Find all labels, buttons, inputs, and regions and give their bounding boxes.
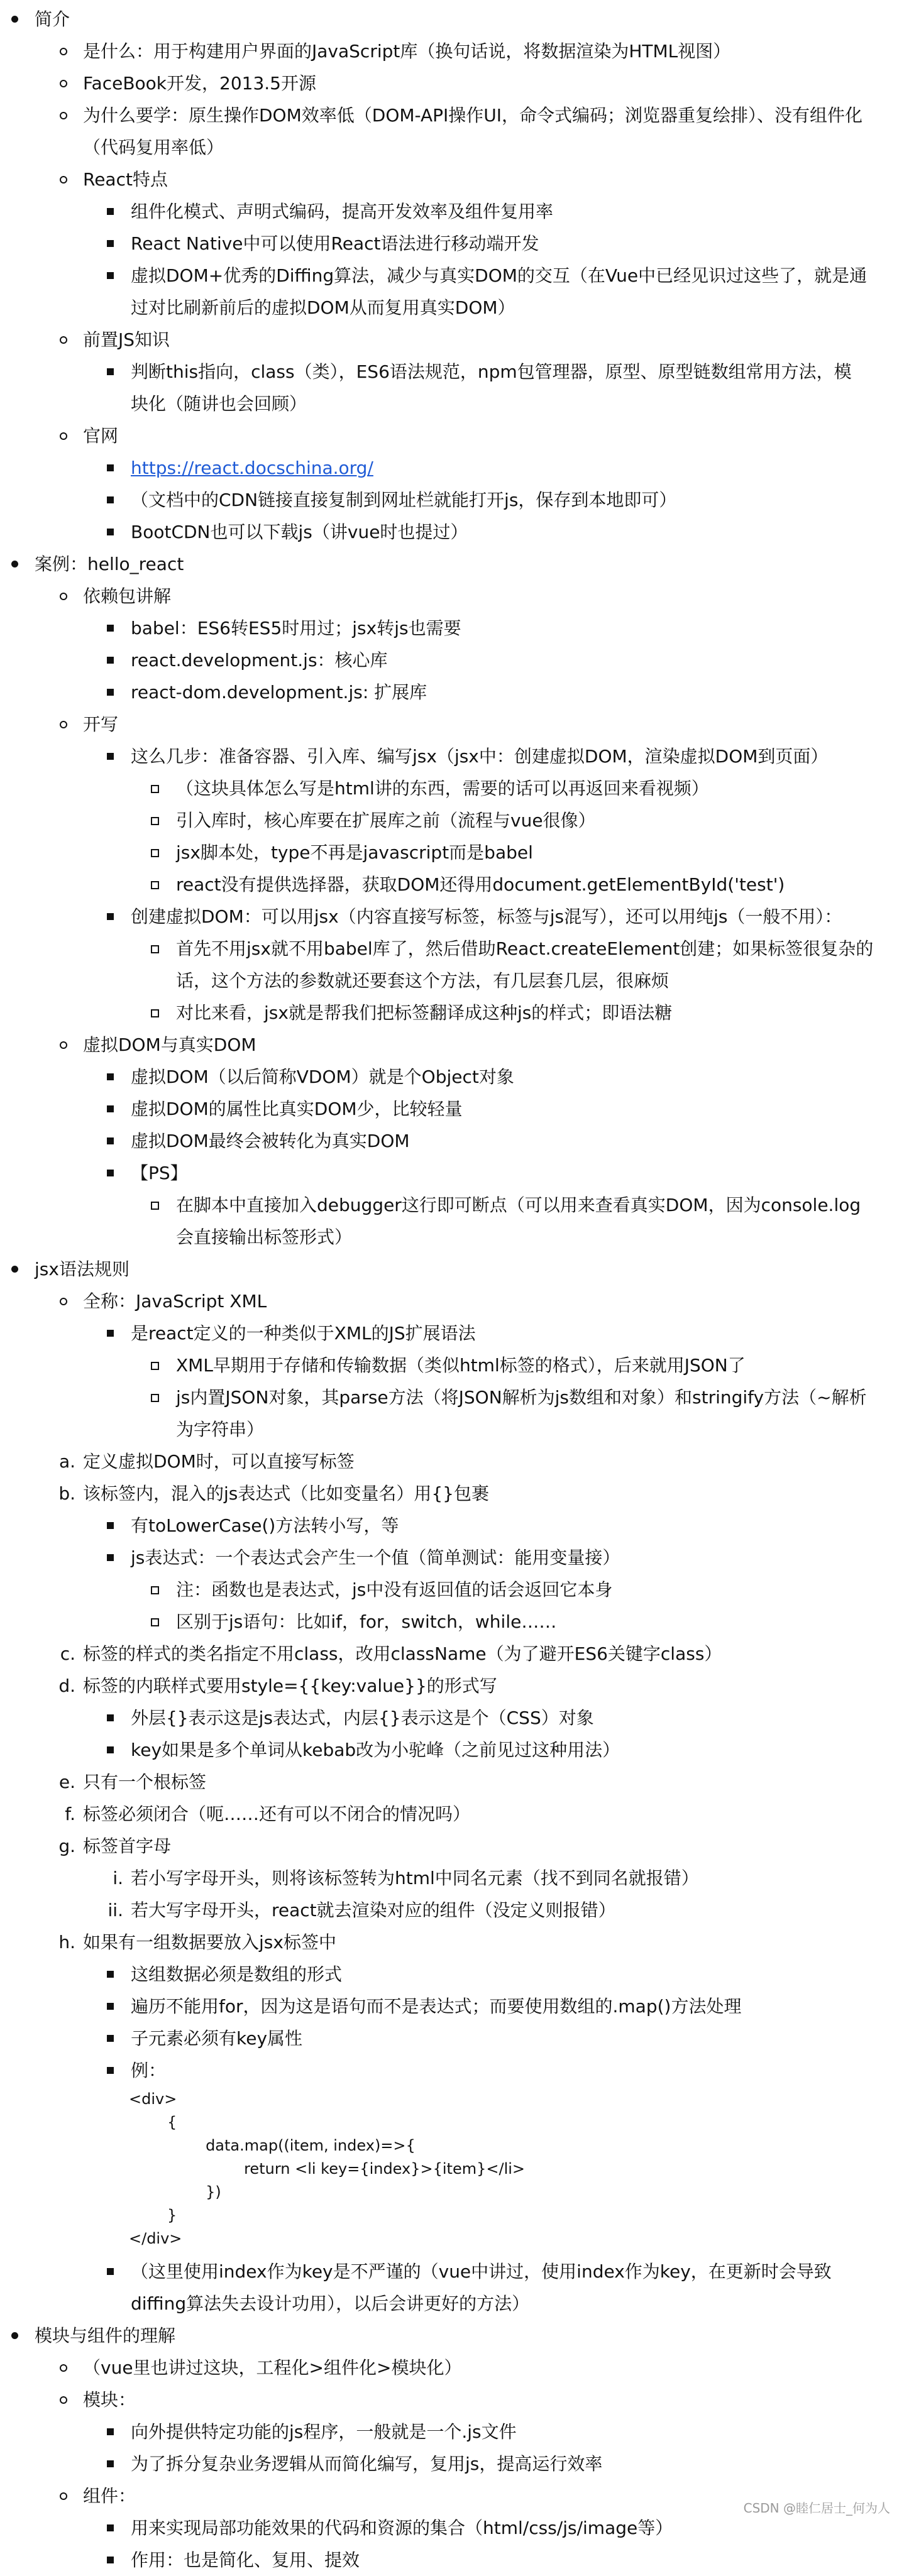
outline-text: react-dom.development.js: 扩展库 xyxy=(131,682,427,703)
outline-text: 作用：也是简化、复用、提效 xyxy=(131,2550,360,2570)
bullet-icon xyxy=(107,1073,114,1080)
outline-item xyxy=(0,1958,909,1990)
outline-text: 虚拟DOM与真实DOM xyxy=(83,1034,256,1055)
outline-item xyxy=(0,1221,909,1253)
outline-text: （这块具体怎么写是html讲的东西，需要的话可以再返回来看视频） xyxy=(176,778,709,799)
outline-item xyxy=(0,1990,909,2022)
bullet-icon xyxy=(60,2364,67,2372)
outline-item xyxy=(0,1766,909,1798)
outline-text: 创建虚拟DOM：可以用jsx（内容直接写标签，标签与js混写），还可以用纯js（一般不用）： xyxy=(131,906,842,927)
bullet-icon xyxy=(60,721,67,728)
outline-text: React Native中可以使用React语法进行移动端开发 xyxy=(131,233,539,254)
outline-text: 用来实现局部功能效果的代码和资源的集合（html/css/js/image等） xyxy=(131,2518,673,2538)
outline-item xyxy=(0,1477,909,1510)
outline-text: 这组数据必须是数组的形式 xyxy=(131,1964,343,1985)
outline-text: 定义虚拟DOM时，可以直接写标签 xyxy=(83,1451,355,1472)
bullet-icon xyxy=(107,657,114,664)
outline-item xyxy=(0,324,909,356)
bullet-icon xyxy=(151,1362,159,1370)
outline-text: 只有一个根标签 xyxy=(83,1772,207,1792)
bullet-icon xyxy=(60,112,67,119)
outline-text: jsx语法规则 xyxy=(35,1259,129,1280)
outline-item xyxy=(0,1574,909,1606)
list-number: b. xyxy=(58,1483,75,1504)
bullet-icon xyxy=(107,2460,114,2467)
bullet-icon xyxy=(151,1618,159,1626)
bullet-icon xyxy=(151,785,159,793)
outline-item xyxy=(0,1061,909,1093)
bullet-icon xyxy=(11,1266,18,1273)
bullet-icon xyxy=(60,2492,67,2500)
bullet-icon xyxy=(60,1041,67,1049)
bullet-icon xyxy=(107,1746,114,1753)
outline-item xyxy=(0,2255,909,2288)
outline-item xyxy=(0,1670,909,1702)
outline-item xyxy=(0,1317,909,1349)
outline-text: 该标签内，混入的js表达式（比如变量名）用{}包裹 xyxy=(83,1483,489,1504)
outline-item xyxy=(0,1349,909,1381)
outline-item xyxy=(0,580,909,612)
bullet-icon xyxy=(60,593,67,600)
code-line: <div> xyxy=(129,2090,177,2108)
list-number: i. xyxy=(113,1868,123,1888)
outline-text: 引入库时，核心库要在扩展库之前（流程与vue很像） xyxy=(176,810,596,831)
outline-text: 为了拆分复杂业务逻辑从而简化编写，复用js，提高运行效率 xyxy=(131,2453,603,2474)
outline-text: 判断this指向，class（类），ES6语法规范，npm包管理器，原型、原型链数组常用方法，模 xyxy=(131,361,852,382)
outline-text: 区别于js语句：比如if，for，switch，while…… xyxy=(176,1611,557,1632)
bullet-icon xyxy=(60,2396,67,2404)
outline-text: 块化（随讲也会回顾） xyxy=(131,393,307,414)
outline-text: （vue里也讲过这块，工程化>组件化>模块化） xyxy=(83,2357,462,2378)
outline-text: 为什么要学：原生操作DOM效率低（DOM-API操作UI，命令式编码；浏览器重复绘排）、没有组件化 xyxy=(83,105,863,126)
list-number: f. xyxy=(65,1804,75,1824)
outline-item xyxy=(0,99,909,131)
outline-item xyxy=(0,612,909,644)
bullet-icon xyxy=(151,945,159,953)
outline-text: 会直接输出标签形式） xyxy=(176,1227,353,1247)
outline-text: 这么几步：准备容器、引入库、编写jsx（jsx中：创建虚拟DOM，渲染虚拟DOM到页面） xyxy=(131,746,829,767)
outline-text: 虚拟DOM（以后简称VDOM）就是个Object对象 xyxy=(131,1066,514,1087)
outline-item xyxy=(0,1157,909,1189)
outline-text: 标签必须闭合（呃……还有可以不闭合的情况吗） xyxy=(83,1804,471,1824)
outline-text: 首先不用jsx就不用babel库了，然后借助React.createElement创建；如果标签很复杂的 xyxy=(176,938,874,959)
outline-text: 若大写字母开头，react就去渲染对应的组件（没定义则报错） xyxy=(131,1900,616,1921)
watermark: CSDN @睦仁居士_何为人 xyxy=(743,2501,890,2516)
bullet-icon xyxy=(107,1522,114,1529)
bullet-icon xyxy=(151,881,159,889)
outline-text: 是react定义的一种类似于XML的JS扩展语法 xyxy=(131,1323,476,1344)
outline-item xyxy=(0,708,909,740)
outline-item xyxy=(0,1445,909,1477)
outline-text: diffing算法失去设计功用），以后会讲更好的方法） xyxy=(131,2293,530,2314)
outline-text: 模块与组件的理解 xyxy=(35,2325,176,2346)
code-line: { xyxy=(129,2113,177,2131)
bullet-icon xyxy=(107,464,114,471)
outline-text: 开写 xyxy=(83,714,119,735)
outline-item xyxy=(0,35,909,67)
bullet-icon xyxy=(107,2035,114,2042)
outline-text: 向外提供特定功能的js程序，一般就是一个.js文件 xyxy=(131,2421,517,2442)
outline-item xyxy=(0,1638,909,1670)
bullet-icon xyxy=(107,208,114,215)
outline-item xyxy=(0,1926,909,1958)
outline-item xyxy=(0,1734,909,1766)
outline-text: （文档中的CDN链接直接复制到网址栏就能打开js，保存到本地即可） xyxy=(131,490,677,510)
outline-text: babel：ES6转ES5时用过；jsx转js也需要 xyxy=(131,618,461,639)
bullet-icon xyxy=(107,1554,114,1561)
outline-text: 外层{}表示这是js表达式，内层{}表示这是个（CSS）对象 xyxy=(131,1707,594,1728)
outline-item xyxy=(0,1798,909,1830)
outline-item xyxy=(0,901,909,933)
outline-text: 组件化模式、声明式编码，提高开发效率及组件复用率 xyxy=(131,201,554,222)
bullet-icon xyxy=(107,1330,114,1337)
outline-item xyxy=(0,997,909,1029)
outline-item xyxy=(0,548,909,580)
website-link[interactable]: https://react.docschina.org/ xyxy=(131,458,373,478)
outline-text: XML早期用于存储和传输数据（类似html标签的格式），后来就用JSON了 xyxy=(176,1355,746,1376)
outline-text: 虚拟DOM+优秀的Diffing算法，减少与真实DOM的交互（在Vue中已经见识过这些了，就是通 xyxy=(131,265,868,286)
outline-item xyxy=(0,1125,909,1157)
outline-text: 如果有一组数据要放入jsx标签中 xyxy=(83,1932,336,1953)
outline-item xyxy=(0,2448,909,2480)
outline-item xyxy=(0,2054,909,2086)
bullet-icon xyxy=(107,2268,114,2275)
outline-text: 案例：hello_react xyxy=(35,554,184,574)
outline-item xyxy=(0,452,909,484)
bullet-icon xyxy=(60,176,67,184)
bullet-icon xyxy=(107,1105,114,1112)
list-number: g. xyxy=(58,1836,75,1856)
bullet-icon xyxy=(60,336,67,344)
outline-item xyxy=(0,804,909,836)
bullet-icon xyxy=(107,2428,114,2435)
outline-text: js内置JSON对象，其parse方法（将JSON解析为js数组和对象）和stringify方法（~解析 xyxy=(176,1387,867,1408)
bullet-icon xyxy=(151,1202,159,1210)
bullet-icon xyxy=(107,689,114,696)
outline-text: 全称：JavaScript XML xyxy=(83,1291,267,1312)
bullet-icon xyxy=(60,80,67,87)
outline-item xyxy=(0,195,909,227)
bullet-icon xyxy=(107,272,114,279)
outline-item xyxy=(0,1862,909,1894)
outline-text: react.development.js：核心库 xyxy=(131,650,388,671)
bullet-icon xyxy=(107,913,114,920)
list-number: d. xyxy=(58,1675,75,1696)
bullet-icon xyxy=(60,1298,67,1305)
outline-text: 模块： xyxy=(83,2389,136,2410)
outline-item xyxy=(0,1285,909,1317)
outline-item xyxy=(0,516,909,548)
code-line: } xyxy=(129,2206,177,2224)
outline-item xyxy=(0,1702,909,1734)
bullet-icon xyxy=(107,753,114,760)
outline-item xyxy=(0,2416,909,2448)
outline-item xyxy=(0,933,909,965)
outline-item xyxy=(0,836,909,869)
outline-text: FaceBook开发，2013.5开源 xyxy=(83,73,316,94)
list-number: e. xyxy=(58,1772,75,1792)
outline-item xyxy=(0,740,909,772)
bullet-icon xyxy=(11,2332,18,2339)
outline-item xyxy=(0,388,909,420)
outline-text: 子元素必须有key属性 xyxy=(131,2028,303,2049)
outline-item xyxy=(0,1413,909,1445)
list-number: ii. xyxy=(107,1900,123,1921)
bullet-icon xyxy=(60,48,67,55)
bullet-icon xyxy=(151,817,159,825)
outline-text: key如果是多个单词从kebab改为小驼峰（之前见过这种用法） xyxy=(131,1740,620,1760)
outline-text: （这里使用index作为key是不严谨的（vue中讲过，使用index作为key，在更新时会导致 xyxy=(131,2261,832,2282)
outline-text: React特点 xyxy=(83,169,168,190)
code-line: }) xyxy=(129,2183,221,2201)
outline-text: 依赖包讲解 xyxy=(83,586,172,606)
bullet-icon xyxy=(107,1714,114,1721)
outline-item xyxy=(0,1894,909,1926)
outline-item xyxy=(0,1093,909,1125)
outline-text: 在脚本中直接加入debugger这行即可断点（可以用来查看真实DOM，因为console.log xyxy=(176,1195,861,1215)
outline-item xyxy=(0,1029,909,1061)
outline-text: js表达式：一个表达式会产生一个值（简单测试：能用变量接） xyxy=(131,1547,620,1568)
outline-text: 遍历不能用for，因为这是语句而不是表达式；而要使用数组的.map()方法处理 xyxy=(131,1996,742,2017)
outline-item xyxy=(0,2544,909,2576)
outline-text: 有toLowerCase()方法转小写，等 xyxy=(131,1515,399,1536)
bullet-icon xyxy=(107,1170,114,1176)
outline-item xyxy=(0,1542,909,1574)
outline-text: BootCDN也可以下载js（讲vue时也提过） xyxy=(131,522,468,542)
outline-item xyxy=(0,1253,909,1285)
outline-item xyxy=(0,1606,909,1638)
outline-text: 标签的样式的类名指定不用class，改用className（为了避开ES6关键字class） xyxy=(83,1643,722,1664)
outline-item xyxy=(0,676,909,708)
outline-item xyxy=(0,2512,909,2544)
outline-text: 话，这个方法的参数就还要套这个方法，有几层套几层，很麻烦 xyxy=(176,970,669,991)
outline-item xyxy=(0,1381,909,1413)
code-line: data.map((item, index)=>{ xyxy=(129,2137,416,2154)
outline-item xyxy=(0,1189,909,1221)
outline-text: 标签的内联样式要用style={{key:value}}的形式写 xyxy=(83,1675,497,1696)
outline-item xyxy=(0,869,909,901)
outline-item xyxy=(0,484,909,516)
outline-item xyxy=(0,965,909,997)
outline-text: 例： xyxy=(131,2060,167,2081)
bullet-icon xyxy=(60,432,67,440)
bullet-icon xyxy=(107,529,114,535)
outline-text: react没有提供选择器，获取DOM还得用document.getElementById('test') xyxy=(176,874,785,895)
bullet-icon xyxy=(151,1586,159,1594)
outline-text: 是什么：用于构建用户界面的JavaScript库（换句话说，将数据渲染为HTML视图） xyxy=(83,41,731,62)
bullet-icon xyxy=(107,1971,114,1978)
outline-item xyxy=(0,67,909,99)
bullet-icon xyxy=(107,625,114,632)
outline-text: 若小写字母开头，则将该标签转为html中同名元素（找不到同名就报错） xyxy=(131,1868,699,1888)
outline-item xyxy=(0,1830,909,1862)
outline-text: 官网 xyxy=(83,425,119,446)
code-line: return <li key={index}>{item}</li> xyxy=(129,2160,526,2178)
bullet-icon xyxy=(107,368,114,375)
outline-item xyxy=(0,1510,909,1542)
outline-item xyxy=(0,2022,909,2054)
outline-text: 虚拟DOM最终会被转化为真实DOM xyxy=(131,1131,410,1151)
bullet-icon xyxy=(107,2067,114,2074)
list-number: c. xyxy=(60,1643,75,1664)
outline-item xyxy=(0,2352,909,2384)
outline-item xyxy=(0,260,909,292)
list-number: h. xyxy=(58,1932,75,1953)
outline-text: 组件： xyxy=(83,2486,136,2506)
list-number: a. xyxy=(58,1451,75,1472)
outline-text: （代码复用率低） xyxy=(83,137,224,158)
outline-item xyxy=(0,163,909,195)
outline-text: 前置JS知识 xyxy=(83,329,170,350)
outline-text: 为字符串） xyxy=(176,1419,265,1440)
outline-item xyxy=(0,292,909,324)
bullet-icon xyxy=(107,1137,114,1144)
outline-item xyxy=(0,772,909,804)
bullet-icon xyxy=(107,2003,114,2010)
outline-text: 对比来看，jsx就是帮我们把标签翻译成这种js的样式；即语法糖 xyxy=(176,1002,673,1023)
outline-text: 注：函数也是表达式，js中没有返回值的话会返回它本身 xyxy=(176,1579,613,1600)
outline-item xyxy=(0,2288,909,2320)
outline-item xyxy=(0,2320,909,2352)
outline-text: 简介 xyxy=(35,9,70,30)
bullet-icon xyxy=(107,2557,114,2563)
bullet-icon xyxy=(11,561,18,567)
outline-item xyxy=(0,227,909,260)
outline-item xyxy=(0,131,909,163)
outline-text: 过对比刷新前后的虚拟DOM从而复用真实DOM） xyxy=(131,297,515,318)
bullet-icon xyxy=(151,1009,159,1017)
outline-item xyxy=(0,3,909,35)
bullet-icon xyxy=(11,16,18,23)
bullet-icon xyxy=(151,849,159,857)
outline-text: 标签首字母 xyxy=(83,1836,172,1856)
bullet-icon xyxy=(107,2524,114,2531)
bullet-icon xyxy=(107,496,114,503)
outline-item xyxy=(0,2384,909,2416)
code-line: </div> xyxy=(129,2230,182,2247)
bullet-icon xyxy=(151,1394,159,1402)
outline-text: 【PS】 xyxy=(131,1163,188,1183)
bullet-icon xyxy=(107,240,114,247)
outline-text: 虚拟DOM的属性比真实DOM少，比较轻量 xyxy=(131,1099,463,1119)
outline-item xyxy=(0,420,909,452)
outline-item xyxy=(0,356,909,388)
outline-item xyxy=(0,644,909,676)
outline-text: jsx脚本处，type不再是javascript而是babel xyxy=(176,842,533,863)
